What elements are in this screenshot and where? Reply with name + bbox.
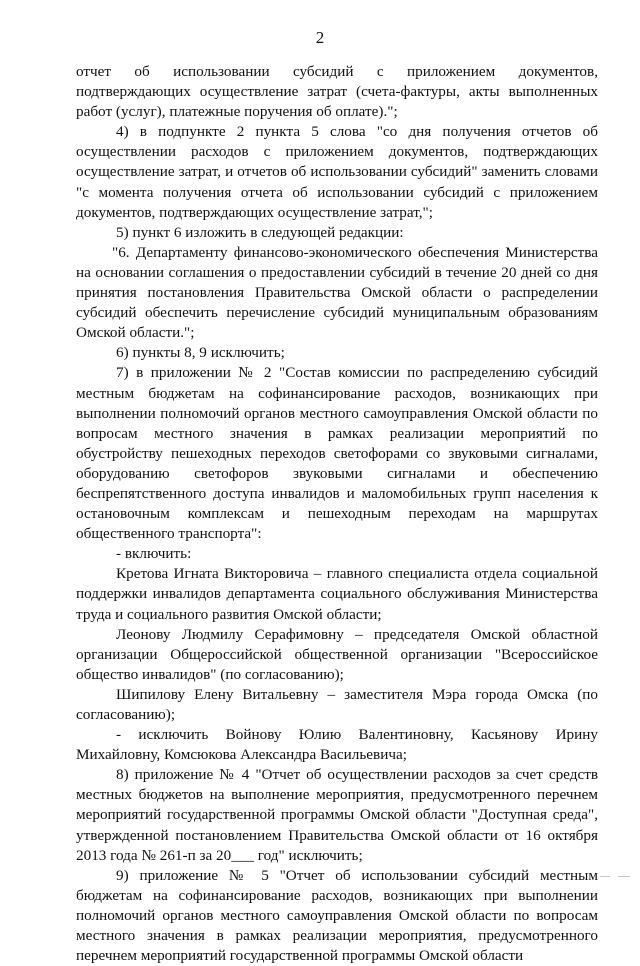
- page-number: 2: [315, 28, 325, 47]
- paragraph-item-5: 5) пункт 6 изложить в следующей редакции:: [116, 223, 404, 241]
- paragraph-exclude-members: - исключить Войнову Юлию Валентиновну, Касьянову Ирину Михайловну, Комсюкова Александра Васильевича;: [76, 726, 598, 764]
- paragraph-new-clause-6: "6. Департаменту финансово-экономического обеспечения Министерства на основании соглашения о предоставлении субсидий в течение 20 дней со дня принятия постановления Правительства Омской области о распределении субсидий обеспечить перечисление субсидий муниципальным образованиям Омской области.";: [76, 243, 598, 342]
- scan-mark: [618, 876, 630, 877]
- paragraph-member-kretov: Кретова Игната Викторовича – главного специалиста отдела социальной поддержки инвалидов департамента социального обслуживания Министерства труда и социального развития Омской области;: [76, 565, 598, 623]
- paragraph-member-shipilova: Шипилову Елену Витальевну – заместителя Мэра города Омска (по согласованию);: [76, 685, 598, 723]
- paragraph-item-7: 7) в приложении № 2 "Состав комиссии по распределению субсидий местным бюджетам на софинансирование расходов, возникающих при выполнении полномочий органов местного самоуправления Омской области по вопросам местного значения в рамках реализации мероприятий по обустройству пешеходных переходов светофорами со звуковыми сигналами, оборудованию светофоров звуковыми сигналами и обеспечению беспрепятственного доступа инвалидов и маломобильных групп населения к остановочным комплексам и пешеходным переходам на маршрутах общественного транспорта":: [76, 364, 598, 543]
- paragraph-continuation: отчет об использовании субсидий с приложением документов, подтверждающих осуществление затрат (счета-фактуры, акты выполненных работ (услуг), платежные поручения об оплате).";: [76, 63, 598, 121]
- paragraph-member-leonova: Леонову Людмилу Серафимовну – председателя Омской областной организации Общероссийской общественной организации "Всероссийское общество инвалидов" (по согласованию);: [76, 625, 598, 683]
- document-body: [76, 62, 598, 966]
- paragraph-item-4: 4) в подпункте 2 пункта 5 слова "со дня получения отчетов об осуществлении расходов с приложением документов, подтверждающих осуществление затрат, и отчетов об использовании субсидий" заменить словами "с момента получения отчета об использовании субсидий с приложением документов, подтверждающих осуществление затрат,";: [76, 123, 598, 221]
- paragraph-include-label: - включить:: [116, 545, 192, 563]
- paragraph-item-8: 8) приложение № 4 "Отчет об осуществлении расходов за счет средств местных бюджетов на выполнение мероприятия, предусмотренного перечнем мероприятий государственной программы Омской области "Доступная среда", утвержденной постановлением Правительства Омской области от 16 октября 2013 года № 261-п за 20___ год" исключить;: [76, 766, 598, 864]
- scan-mark: [600, 876, 610, 877]
- paragraph-item-6: 6) пункты 8, 9 исключить;: [116, 344, 285, 362]
- paragraph-item-9: 9) приложение № 5 "Отчет об использовании субсидий местным бюджетам на софинансирование расходов, возникающих при выполнении полномочий органов местного самоуправления Омской области по вопросам местного значения в рамках реализации мероприятия, предусмотренного перечнем мероприятий государственной программы Омской области: [76, 866, 598, 965]
